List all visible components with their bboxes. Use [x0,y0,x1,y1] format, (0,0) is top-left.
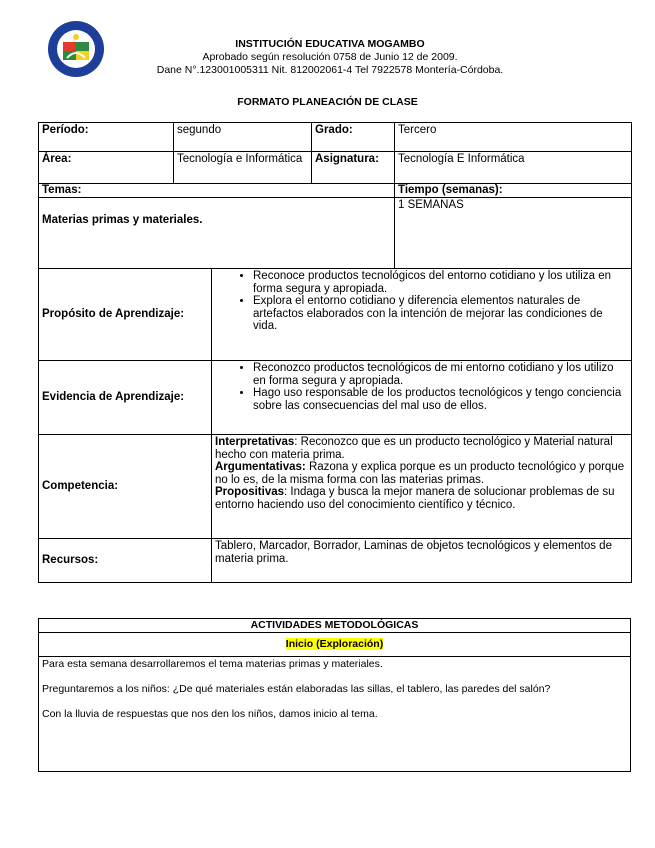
proposito-list-cell [212,269,632,361]
recursos-label: Recursos: [39,539,212,583]
asignatura-label: Asignatura: [312,152,395,184]
activities-table [38,618,631,772]
activity-paragraph: Con la lluvia de respuestas que nos den los niños, damos inicio al tema. [42,708,378,720]
argumentativas-label: Argumentativas: [215,461,306,473]
school-seal-logo [47,20,105,78]
area-value: Tecnología e Informática [174,152,312,184]
periodo-label: Período: [39,123,174,152]
recursos-value: Tablero, Marcador, Borrador, Laminas de objetos tecnológicos y elementos de materia prima. [212,539,632,583]
temas-label: Temas: [39,184,395,198]
interpretativas-text: : Reconozco que es un producto tecnológico y Material natural hecho con materia prima. [215,436,613,461]
propositivas-label: Propositivas [215,486,285,498]
grado-value: Tercero [395,123,632,152]
competencia-label: Competencia: [39,435,212,539]
periodo-value: segundo [174,123,312,152]
grado-label: Grado: [312,123,395,152]
proposito-item: • Explora el entorno cotidiano y diferencia elementos naturales de artefactos elaborados con la intención de mejorar las condiciones de vida. [253,295,628,333]
tiempo-value: 1 SEMANAS [395,198,632,269]
document-title: FORMATO PLANEACIÓN DE CLASE [237,96,418,108]
plan-table [38,122,632,583]
tema-value: Materias primas y materiales. [39,198,395,269]
activities-title: ACTIVIDADES METODOLÓGICAS [39,619,631,633]
evidencia-item: • Hago uso responsable de los productos tecnológicos y tengo conciencia sobre las consecuencias del mal uso de ellos. [253,387,628,412]
interpretativas-label: Interpretativas [215,436,295,448]
evidencia-label: Evidencia de Aprendizaje: [39,361,212,435]
evidencia-item: • Reconozco productos tecnológicos de mi entorno cotidiano y los utilizo en forma segura y apropiada. [253,362,628,387]
dane-text: Dane N°.123001005311 Nit. 812002061-4 Tel 7922578 Montería-Córdoba. [156,64,504,76]
approval-text: Aprobado según resolución 0758 de Junio 12 de 2009. [202,51,458,63]
tiempo-label: Tiempo (semanas): [395,184,632,198]
activity-paragraph: Para esta semana desarrollaremos el tema materias primas y materiales. [42,658,383,670]
phase-cell [39,633,631,657]
proposito-item: • Reconoce productos tecnológicos del entorno cotidiano y los utiliza en forma segura y apropiada. [253,270,628,295]
competencia-cell [212,435,632,539]
activities-body [39,657,631,772]
phase-label: Inicio (Exploración) [285,638,384,651]
asignatura-value: Tecnología E Informática [395,152,632,184]
activity-paragraph: Preguntaremos a los niños: ¿De qué materiales están elaboradas las sillas, el tablero, las paredes del salón? [42,683,551,695]
institution-name: INSTITUCIÓN EDUCATIVA MOGAMBO [235,38,425,50]
evidencia-list-cell [212,361,632,435]
argumentativas-text: Razona y explica porque es un producto tecnológico y porque no lo es, de la misma forma con las materias primas. [215,461,625,486]
area-label: Área: [39,152,174,184]
institution-header [110,38,550,77]
propositivas-text: : Indaga y busca la mejor manera de solucionar problemas de su entorno haciendo uso del conocimiento científico y técnico. [215,486,615,511]
proposito-label: Propósito de Aprendizaje: [39,269,212,361]
